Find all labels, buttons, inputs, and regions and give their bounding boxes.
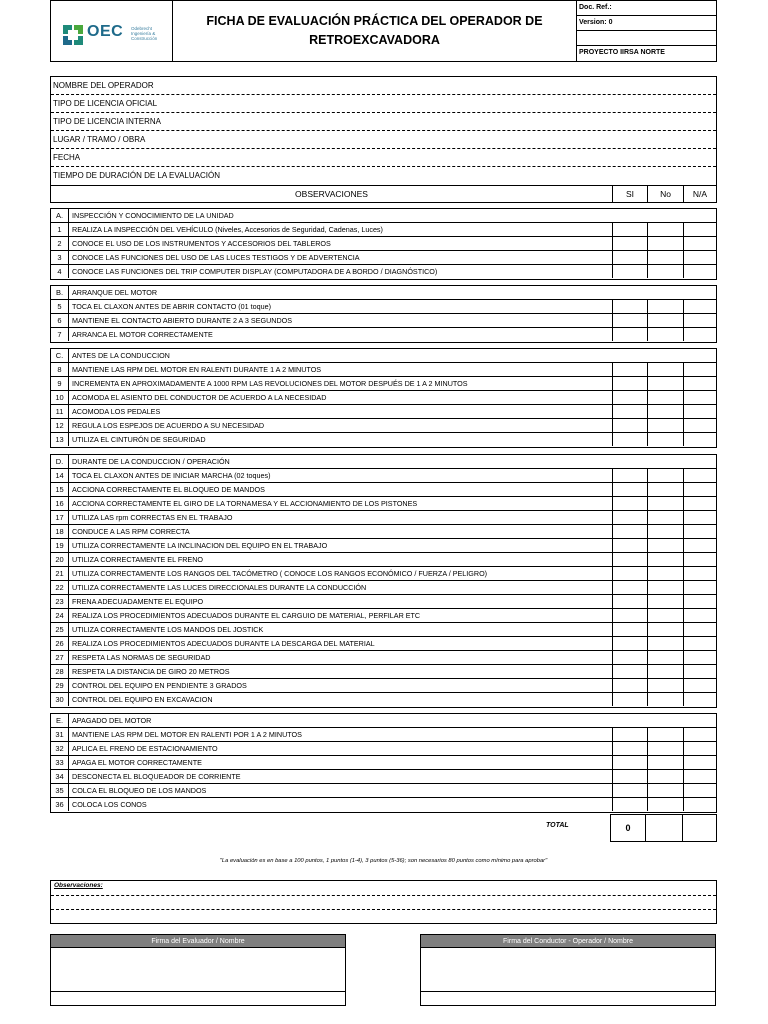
item-number: 2 [51, 237, 69, 250]
item-text: FRENA ADECUADAMENTE EL EQUIPO [72, 597, 204, 606]
item-text: UTILIZA CORRECTAMENTE LAS LUCES DIRECCIONALES DURANTE LA CONDUCCIÓN [72, 583, 367, 592]
checkbox-no[interactable] [647, 405, 683, 418]
checklist-item [51, 237, 716, 251]
section-title: ANTES DE LA CONDUCCION [72, 351, 170, 360]
checkbox-na[interactable] [683, 391, 716, 404]
section-header [51, 714, 716, 728]
checklist-item [51, 433, 716, 447]
item-number: 23 [51, 595, 69, 608]
item-number: 27 [51, 651, 69, 664]
checkbox-si[interactable] [612, 363, 647, 376]
item-number: 19 [51, 539, 69, 552]
checklist-item [51, 595, 716, 609]
checklist-item [51, 469, 716, 483]
item-text: UTILIZA CORRECTAMENTE LOS MANDOS DEL JOSTICK [72, 625, 264, 634]
item-text: ACOMODA EL ASIENTO DEL CONDUCTOR DE ACUERDO A LA NECESIDAD [72, 393, 327, 402]
checkbox-si[interactable] [612, 665, 647, 678]
checkbox-no[interactable] [647, 798, 683, 811]
item-number: 29 [51, 679, 69, 692]
checkbox-na[interactable] [683, 623, 716, 636]
item-text: RESPETA LAS NORMAS DE SEGURIDAD [72, 653, 211, 662]
item-text: CONOCE LAS FUNCIONES DEL TRIP COMPUTER DISPLAY (COMPUTADORA DE A BORDO / DIAGNÓSTICO) [72, 267, 438, 276]
item-number: 33 [51, 756, 69, 769]
item-text: TOCA EL CLAXON ANTES DE ABRIR CONTACTO (01 toque) [72, 302, 272, 311]
logo-text: OEC [87, 23, 124, 40]
logo-mark-icon [63, 25, 83, 45]
checkbox-no[interactable] [647, 300, 683, 313]
checkbox-no[interactable] [647, 609, 683, 622]
checkbox-na[interactable] [683, 581, 716, 594]
item-number: 10 [51, 391, 69, 404]
checklist-item [51, 798, 716, 812]
checklist-item [51, 497, 716, 511]
item-text: UTILIZA CORRECTAMENTE LOS RANGOS DEL TACÓMETRO ( CONOCE LOS RANGOS ECONÓMICO / FUERZA / PELIGRO) [72, 569, 488, 578]
checkbox-no[interactable] [647, 623, 683, 636]
checkbox-si[interactable] [612, 567, 647, 580]
item-number: 36 [51, 798, 69, 811]
checklist-item [51, 742, 716, 756]
item-text: REALIZA LA INSPECCIÓN DEL VEHÍCULO (Niveles, Accesorios de Seguridad, Cadenas, Luces) [72, 225, 383, 234]
checkbox-no[interactable] [647, 679, 683, 692]
checkbox-si[interactable] [612, 377, 647, 390]
checklist-item [51, 679, 716, 693]
document-header [50, 0, 717, 62]
field-official-license[interactable]: TIPO DE LICENCIA OFICIAL [51, 95, 716, 113]
checkbox-si[interactable] [612, 553, 647, 566]
item-number: 11 [51, 405, 69, 418]
item-text: COLCA EL BLOQUEO DE LOS MANDOS [72, 786, 207, 795]
item-number: 24 [51, 609, 69, 622]
section-header [51, 349, 716, 363]
item-text: COLOCA LOS CONOS [72, 800, 147, 809]
item-number: 18 [51, 525, 69, 538]
checkbox-na[interactable] [683, 595, 716, 608]
field-internal-license[interactable]: TIPO DE LICENCIA INTERNA [51, 113, 716, 131]
field-location[interactable]: LUGAR / TRAMO / OBRA [51, 131, 716, 149]
checklist-item [51, 265, 716, 279]
scoring-note: "La evaluación es en base a 100 puntos, 1 puntos (1-4), 3 puntos (5-36); son necesarios 80 puntos como mínimo para aprobar" [219, 858, 548, 864]
item-text: CONOCE EL USO DE LOS INSTRUMENTOS Y ACCESORIOS DEL TABLEROS [72, 239, 331, 248]
checkbox-na[interactable] [683, 784, 716, 797]
checkbox-si[interactable] [612, 784, 647, 797]
checkbox-si[interactable] [612, 609, 647, 622]
operator-info [50, 76, 717, 186]
checkbox-na[interactable] [683, 539, 716, 552]
item-number: 22 [51, 581, 69, 594]
checkbox-si[interactable] [612, 433, 647, 446]
checkbox-no[interactable] [647, 497, 683, 510]
checkbox-na[interactable] [683, 265, 716, 278]
checklist-item [51, 539, 716, 553]
column-no: No [647, 186, 683, 202]
item-number: 28 [51, 665, 69, 678]
checkbox-na[interactable] [683, 679, 716, 692]
checkbox-no[interactable] [647, 784, 683, 797]
checkbox-no[interactable] [647, 742, 683, 755]
checklist-item [51, 693, 716, 707]
checklist-item [51, 251, 716, 265]
signature-evaluator-label: Firma del Evaluador / Nombre [51, 935, 345, 948]
checkbox-no[interactable] [647, 377, 683, 390]
item-number: 34 [51, 770, 69, 783]
checkbox-no[interactable] [647, 391, 683, 404]
checklist-item [51, 419, 716, 433]
signature-operator[interactable] [420, 934, 716, 1006]
checkbox-na[interactable] [683, 328, 716, 341]
item-number: 17 [51, 511, 69, 524]
item-number: 32 [51, 742, 69, 755]
checkbox-si[interactable] [612, 742, 647, 755]
checkbox-na[interactable] [683, 433, 716, 446]
checkbox-no[interactable] [647, 237, 683, 250]
item-number: 9 [51, 377, 69, 390]
checkbox-si[interactable] [612, 419, 647, 432]
checkbox-na[interactable] [683, 553, 716, 566]
checkbox-na[interactable] [683, 377, 716, 390]
item-number: 21 [51, 567, 69, 580]
checkbox-na[interactable] [683, 756, 716, 769]
item-text: CONOCE LAS FUNCIONES DEL USO DE LAS LUCES TESTIGOS Y DE ADVERTENCIA [72, 253, 360, 262]
checkbox-na[interactable] [683, 525, 716, 538]
checkbox-na[interactable] [683, 300, 716, 313]
checkbox-no[interactable] [647, 539, 683, 552]
total-label: TOTAL [546, 822, 569, 829]
item-number: 4 [51, 265, 69, 278]
checklist-item [51, 728, 716, 742]
item-number: 15 [51, 483, 69, 496]
checkbox-no[interactable] [647, 728, 683, 741]
checkbox-si[interactable] [612, 798, 647, 811]
document-reference [577, 1, 716, 61]
checkbox-si[interactable] [612, 237, 647, 250]
section-title: INSPECCIÓN Y CONOCIMIENTO DE LA UNIDAD [72, 211, 234, 220]
item-number: 20 [51, 553, 69, 566]
checkbox-si[interactable] [612, 265, 647, 278]
checkbox-na[interactable] [683, 469, 716, 482]
item-number: 13 [51, 433, 69, 446]
item-text: APAGA EL MOTOR CORRECTAMENTE [72, 758, 202, 767]
checkbox-no[interactable] [647, 511, 683, 524]
checkbox-si[interactable] [612, 637, 647, 650]
checklist-item [51, 553, 716, 567]
item-text: CONTROL DEL EQUIPO EN PENDIENTE 3 GRADOS [72, 681, 247, 690]
item-text: UTILIZA CORRECTAMENTE EL FRENO [72, 555, 203, 564]
checkbox-si[interactable] [612, 651, 647, 664]
observations-box[interactable] [50, 880, 717, 924]
checkbox-si[interactable] [612, 483, 647, 496]
checkbox-si[interactable] [612, 623, 647, 636]
checkbox-na[interactable] [683, 728, 716, 741]
item-text: ACCIONA CORRECTAMENTE EL BLOQUEO DE MANDOS [72, 485, 265, 494]
checkbox-no[interactable] [647, 328, 683, 341]
checkbox-no[interactable] [647, 469, 683, 482]
section-letter: C. [51, 349, 69, 362]
checkbox-na[interactable] [683, 770, 716, 783]
checkbox-si[interactable] [612, 251, 647, 264]
checkbox-si[interactable] [612, 595, 647, 608]
checkbox-na[interactable] [683, 511, 716, 524]
checkbox-na[interactable] [683, 419, 716, 432]
checkbox-na[interactable] [683, 742, 716, 755]
checkbox-si[interactable] [612, 525, 647, 538]
checklist-item [51, 784, 716, 798]
item-number: 31 [51, 728, 69, 741]
checkbox-no[interactable] [647, 770, 683, 783]
checkbox-no[interactable] [647, 581, 683, 594]
doc-ref: Doc. Ref.: [577, 1, 716, 16]
total-box [610, 814, 717, 842]
checkbox-si[interactable] [612, 539, 647, 552]
doc-blank-field [577, 31, 716, 46]
item-number: 26 [51, 637, 69, 650]
item-text: CONDUCE A LAS RPM CORRECTA [72, 527, 190, 536]
column-si: SI [612, 186, 647, 202]
checklist-item [51, 511, 716, 525]
checklist-item [51, 483, 716, 497]
item-text: ACCIONA CORRECTAMENTE EL GIRO DE LA TORNAMESA Y EL ACCIONAMIENTO DE LOS PISTONES [72, 499, 418, 508]
item-text: APLICA EL FRENO DE ESTACIONAMIENTO [72, 744, 218, 753]
checkbox-na[interactable] [683, 483, 716, 496]
checkbox-no[interactable] [647, 553, 683, 566]
checkbox-si[interactable] [612, 314, 647, 327]
checklist-item [51, 223, 716, 237]
signature-evaluator[interactable] [50, 934, 346, 1006]
item-number: 6 [51, 314, 69, 327]
section-title: APAGADO DEL MOTOR [72, 716, 152, 725]
checkbox-si[interactable] [612, 497, 647, 510]
checkbox-no[interactable] [647, 265, 683, 278]
checkbox-no[interactable] [647, 567, 683, 580]
checkbox-na[interactable] [683, 798, 716, 811]
checklist-item [51, 391, 716, 405]
logo [51, 1, 173, 61]
checkbox-na[interactable] [683, 567, 716, 580]
checkbox-na[interactable] [683, 665, 716, 678]
checklist-item [51, 770, 716, 784]
item-number: 35 [51, 784, 69, 797]
checkbox-na[interactable] [683, 651, 716, 664]
section-letter: B. [51, 286, 69, 299]
checklist-item [51, 525, 716, 539]
section-header [51, 455, 716, 469]
column-observaciones: OBSERVACIONES [295, 189, 368, 199]
item-text: UTILIZA LAS rpm CORRECTAS EN EL TRABAJO [72, 513, 233, 522]
checkbox-na[interactable] [683, 314, 716, 327]
checkbox-no[interactable] [647, 637, 683, 650]
checklist-item [51, 756, 716, 770]
item-number: 8 [51, 363, 69, 376]
checkbox-si[interactable] [612, 679, 647, 692]
checkbox-si[interactable] [612, 300, 647, 313]
section-a [50, 208, 717, 280]
checkbox-na[interactable] [683, 363, 716, 376]
checkbox-no[interactable] [647, 483, 683, 496]
item-text: REALIZA LOS PROCEDIMIENTOS ADECUADOS DURANTE EL CARGUIO DE MATERIAL, PERFILAR ETC [72, 611, 421, 620]
checkbox-si[interactable] [612, 511, 647, 524]
checklist-item [51, 300, 716, 314]
item-text: REGULA LOS ESPEJOS DE ACUERDO A SU NECESIDAD [72, 421, 265, 430]
logo-subtitle: Odebrecht Ingeniería & Construcción [131, 26, 158, 41]
checkbox-na[interactable] [683, 637, 716, 650]
checklist-item [51, 363, 716, 377]
checklist-item [51, 567, 716, 581]
checkbox-si[interactable] [612, 770, 647, 783]
checklist-item [51, 623, 716, 637]
checkbox-si[interactable] [612, 391, 647, 404]
field-operator-name[interactable]: NOMBRE DEL OPERADOR [51, 77, 716, 95]
checkbox-no[interactable] [647, 314, 683, 327]
item-text: MANTIENE EL CONTACTO ABIERTO DURANTE 2 A 3 SEGUNDOS [72, 316, 293, 325]
signature-operator-label: Firma del Conductor - Operador / Nombre [421, 935, 715, 948]
section-title: ARRANQUE DEL MOTOR [72, 288, 158, 297]
checkbox-na[interactable] [683, 693, 716, 706]
checkbox-na[interactable] [683, 237, 716, 250]
field-duration[interactable]: TIEMPO DE DURACIÓN DE LA EVALUACIÓN [53, 171, 220, 180]
section-header [51, 209, 716, 223]
item-number: 25 [51, 623, 69, 636]
item-number: 14 [51, 469, 69, 482]
checklist-column-header [50, 186, 717, 203]
section-d [50, 454, 717, 708]
section-letter: E. [51, 714, 69, 727]
doc-version: Version: 0 [577, 16, 716, 31]
checkbox-no[interactable] [647, 693, 683, 706]
checklist-item [51, 377, 716, 391]
checkbox-no[interactable] [647, 419, 683, 432]
checklist-item [51, 314, 716, 328]
checklist-item [51, 637, 716, 651]
checkbox-na[interactable] [683, 405, 716, 418]
item-text: REALIZA LOS PROCEDIMIENTOS ADECUADOS DURANTE LA DESCARGA DEL MATERIAL [72, 639, 375, 648]
item-text: UTILIZA EL CINTURÓN DE SEGURIDAD [72, 435, 206, 444]
field-date[interactable]: FECHA [51, 149, 716, 167]
checkbox-si[interactable] [612, 469, 647, 482]
checkbox-no[interactable] [647, 433, 683, 446]
checklist-item [51, 328, 716, 342]
total-value: 0 [611, 815, 646, 841]
observations-label: Observaciones: [54, 882, 103, 889]
checklist-item [51, 651, 716, 665]
item-text: TOCA EL CLAXON ANTES DE INICIAR MARCHA (02 toques) [72, 471, 271, 480]
checklist-item [51, 581, 716, 595]
item-text: RESPETA LA DISTANCIA DE GIRO 20 METROS [72, 667, 230, 676]
item-text: ARRANCA EL MOTOR CORRECTAMENTE [72, 330, 213, 339]
item-number: 1 [51, 223, 69, 236]
checkbox-si[interactable] [612, 581, 647, 594]
item-number: 16 [51, 497, 69, 510]
item-text: DESCONECTA EL BLOQUEADOR DE CORRIENTE [72, 772, 241, 781]
checkbox-si[interactable] [612, 223, 647, 236]
checkbox-no[interactable] [647, 651, 683, 664]
section-e [50, 713, 717, 813]
document-title: FICHA DE EVALUACIÓN PRÁCTICA DEL OPERADOR DE RETROEXCAVADORA [173, 1, 577, 61]
checkbox-no[interactable] [647, 251, 683, 264]
item-number: 7 [51, 328, 69, 341]
checkbox-si[interactable] [612, 728, 647, 741]
item-text: UTILIZA CORRECTAMENTE LA INCLINACION DEL EQUIPO EN EL TRABAJO [72, 541, 328, 550]
checkbox-no[interactable] [647, 756, 683, 769]
checkbox-no[interactable] [647, 525, 683, 538]
checklist-item [51, 609, 716, 623]
section-header [51, 286, 716, 300]
column-na: N/A [683, 186, 716, 202]
item-number: 12 [51, 419, 69, 432]
checkbox-si[interactable] [612, 756, 647, 769]
item-text: INCREMENTA EN APROXIMADAMENTE A 1000 RPM LAS REVOLUCIONES DEL MOTOR DESPUÉS DE 1 A 2 MINUTOS [72, 379, 468, 388]
checkbox-na[interactable] [683, 497, 716, 510]
checklist-item [51, 665, 716, 679]
item-number: 30 [51, 693, 69, 706]
section-c [50, 348, 717, 448]
checkbox-na[interactable] [683, 609, 716, 622]
section-letter: D. [51, 455, 69, 468]
item-text: MANTIENE LAS RPM DEL MOTOR EN RALENTI DURANTE 1 A 2 MINUTOS [72, 365, 322, 374]
section-title: DURANTE DE LA CONDUCCION / OPERACIÓN [72, 457, 230, 466]
section-letter: A. [51, 209, 69, 222]
checkbox-si[interactable] [612, 405, 647, 418]
checkbox-no[interactable] [647, 665, 683, 678]
checkbox-no[interactable] [647, 363, 683, 376]
item-number: 5 [51, 300, 69, 313]
item-text: CONTROL DEL EQUIPO EN EXCAVACION [72, 695, 213, 704]
item-text: MANTIENE LAS RPM DEL MOTOR EN RALENTI POR 1 A 2 MINUTOS [72, 730, 302, 739]
checkbox-no[interactable] [647, 223, 683, 236]
checkbox-na[interactable] [683, 251, 716, 264]
doc-project: PROYECTO IIRSA NORTE [579, 49, 665, 56]
checkbox-no[interactable] [647, 595, 683, 608]
checkbox-na[interactable] [683, 223, 716, 236]
item-number: 3 [51, 251, 69, 264]
checklist-item [51, 405, 716, 419]
checkbox-si[interactable] [612, 693, 647, 706]
checkbox-si[interactable] [612, 328, 647, 341]
section-b [50, 285, 717, 343]
item-text: ACOMODA LOS PEDALES [72, 407, 161, 416]
